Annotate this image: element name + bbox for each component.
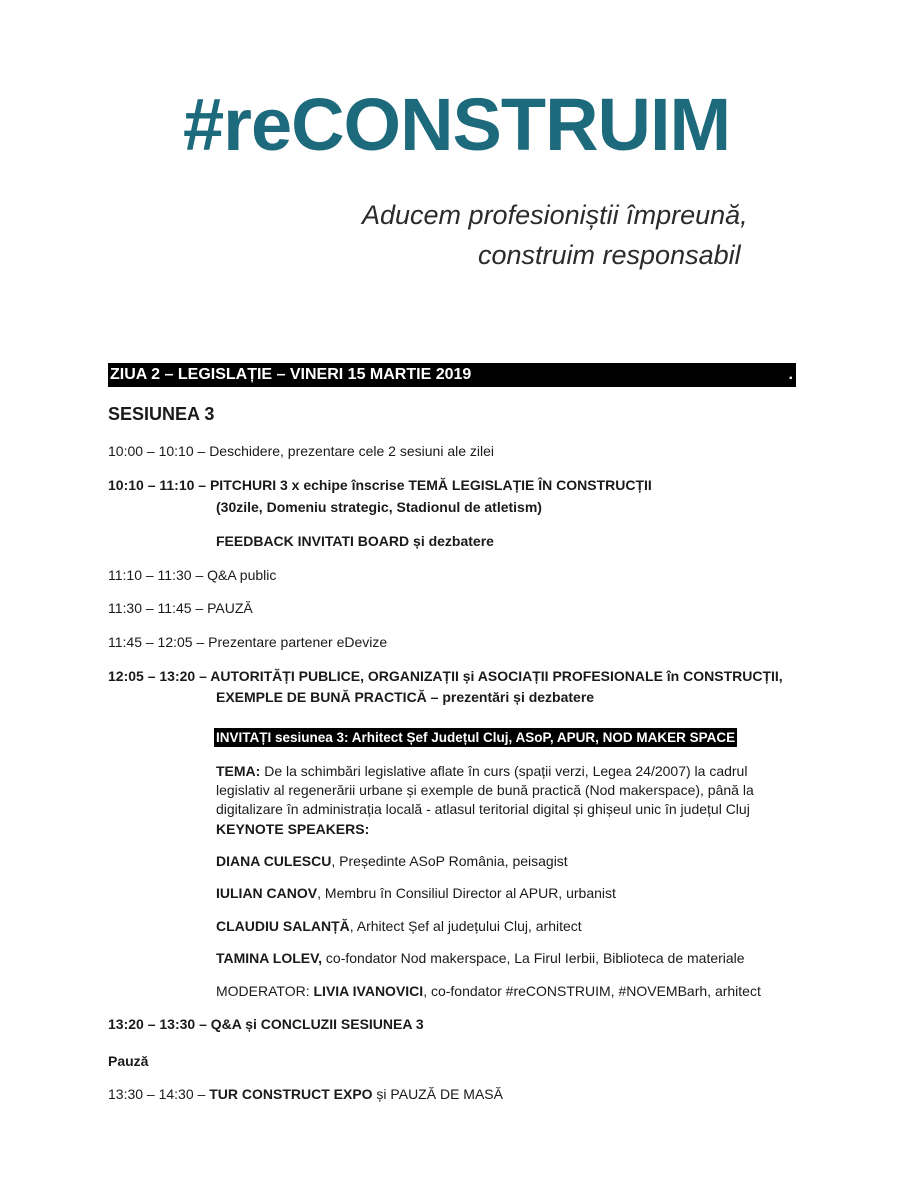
moderator-desc: , co-fondator #reCONSTRUIM, #NOVEMBarh, arhitect (423, 983, 761, 999)
tagline-line-2: construim responsabil (478, 240, 741, 270)
keynote-label: KEYNOTE SPEAKERS: (216, 821, 370, 837)
theme-line-3: digitalizare în administrația locală - atlasul teritorial digital și ghișeul unic în județul Cluj (216, 801, 750, 817)
theme-line-1 (216, 762, 747, 780)
speaker-desc: , Președinte ASoP România, peisagist (331, 853, 568, 869)
schedule-item-pitches-detail: (30zile, Domeniu strategic, Stadionul de atletism) (216, 499, 542, 515)
speaker-desc: co-fondator Nod makerspace, La Firul Ierbii, Biblioteca de materiale (322, 950, 745, 966)
moderator-entry (216, 982, 761, 1000)
schedule-item-qa-conclusions: 13:20 – 13:30 – Q&A și CONCLUZII SESIUNEA 3 (108, 1016, 424, 1032)
day-title-bar (108, 363, 796, 387)
theme-text-1: De la schimbări legislative aflate în curs (spații verzi, Legea 24/2007) la cadrul (264, 763, 748, 779)
speaker-name: CLAUDIU SALANȚĂ (216, 918, 350, 934)
speaker-name: DIANA CULESCU (216, 853, 332, 869)
schedule-item-partner: 11:45 – 12:05 – Prezentare partener eDevize (108, 634, 388, 650)
schedule-item-tour (108, 1085, 503, 1103)
speaker-desc: , Membru în Consiliul Director al APUR, urbanist (317, 885, 616, 901)
pause-label: Pauză (108, 1053, 149, 1069)
speaker-entry (216, 917, 582, 935)
schedule-item-authorities: 12:05 – 13:20 – AUTORITĂȚI PUBLICE, ORGANIZAȚII și ASOCIAȚII PROFESIONALE în CONSTRUCȚII, (108, 668, 783, 684)
moderator-label: MODERATOR: (216, 983, 314, 999)
speaker-entry (216, 852, 568, 870)
tour-rest: și PAUZĂ DE MASĂ (372, 1086, 503, 1102)
invited-banner: INVITAȚI sesiunea 3: Arhitect Șef Județul Cluj, ASoP, APUR, NOD MAKER SPACE (216, 730, 736, 745)
day-title: ZIUA 2 – LEGISLAȚIE – VINERI 15 MARTIE 2019 (110, 366, 472, 383)
moderator-name: LIVIA IVANOVICI (313, 983, 424, 999)
schedule-item-pitches: 10:10 – 11:10 – PITCHURI 3 x echipe înscrise TEMĂ LEGISLAȚIE ÎN CONSTRUCȚII (108, 477, 652, 493)
speaker-name: TAMINA LOLEV, (216, 950, 323, 966)
schedule-item-feedback: FEEDBACK INVITATI BOARD și dezbatere (216, 533, 494, 549)
speaker-entry (216, 949, 745, 967)
tour-time: 13:30 – 14:30 – (108, 1086, 210, 1102)
speaker-desc: , Arhitect Șef al județului Cluj, arhitect (349, 918, 582, 934)
tour-title: TUR CONSTRUCT EXPO (209, 1086, 373, 1102)
schedule-item-authorities-detail: EXEMPLE DE BUNĂ PRACTICĂ – prezentări și dezbatere (216, 689, 595, 705)
theme-line-2: legislativ al regenerării urbane și exemple de bună practică (Nod makerspace), până la (216, 782, 754, 798)
tagline-line-1: Aducem profesioniștii împreună, (362, 200, 748, 230)
session-heading: SESIUNEA 3 (108, 404, 215, 424)
speaker-name: IULIAN CANOV (216, 885, 318, 901)
schedule-item-opening: 10:00 – 10:10 – Deschidere, prezentare cele 2 sesiuni ale zilei (108, 443, 495, 459)
event-logo: #reCONSTRUIM (183, 83, 731, 166)
day-title-dot: . (788, 366, 793, 383)
theme-label: TEMA: (216, 763, 261, 779)
speaker-entry (216, 884, 616, 902)
schedule-item-pause: 11:30 – 11:45 – PAUZĂ (108, 600, 253, 616)
schedule-item-qa-public: 11:10 – 11:30 – Q&A public (108, 567, 277, 583)
